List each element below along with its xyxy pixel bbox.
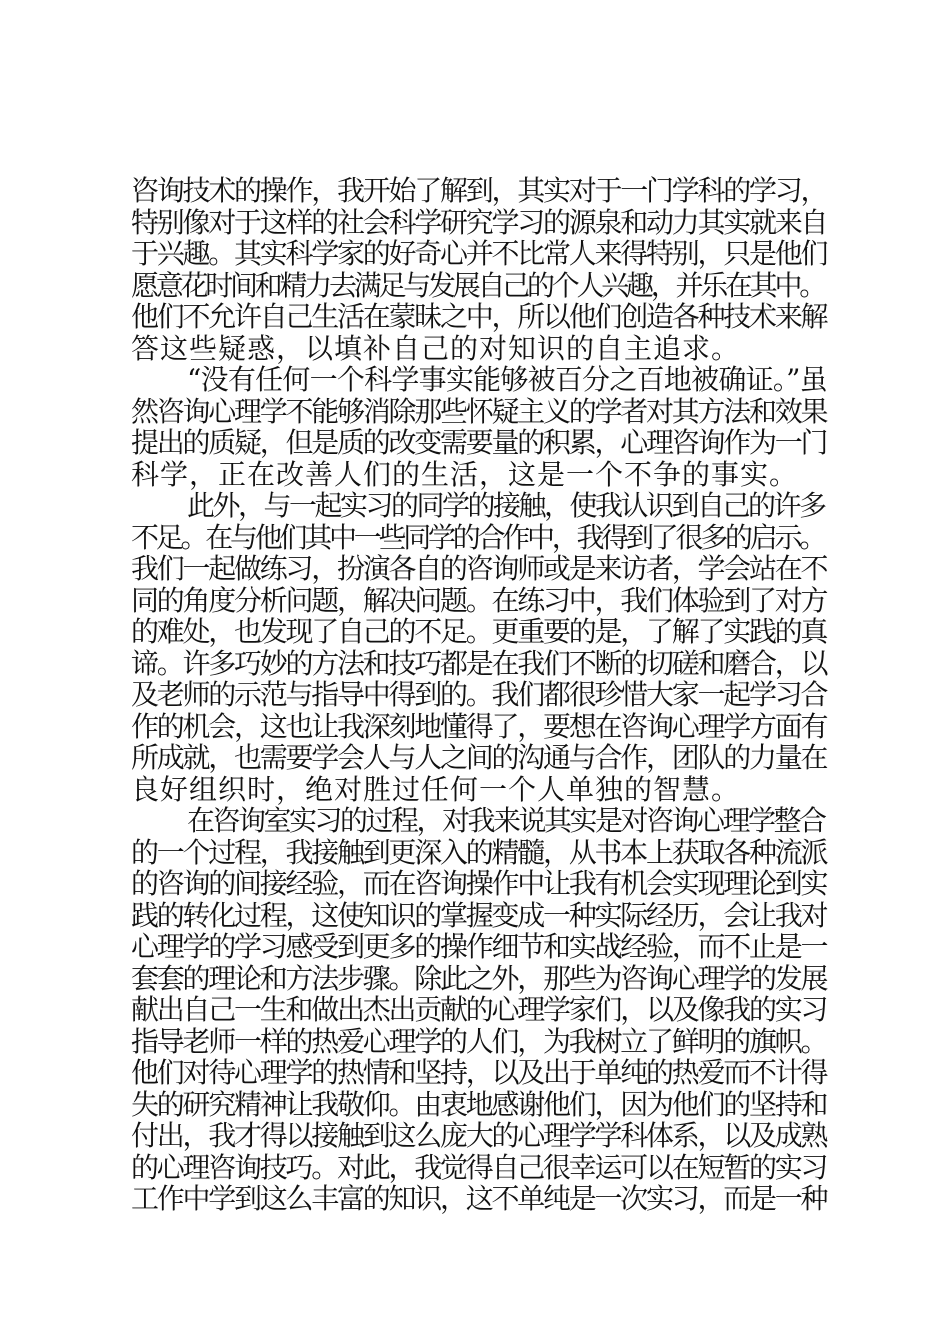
- text-line: 科学，正在改善人们的生活，这是一个不争的事实。: [131, 457, 799, 491]
- text-line: 工作中学到这么丰富的知识，这不单纯是一次实习，而是一种: [131, 1182, 827, 1215]
- text-line: 付出，我才得以接触到这么庞大的心理学学科体系，以及成熟: [131, 1119, 827, 1152]
- text-line: 不足。在与他们其中一些同学的合作中，我得到了很多的启示。: [131, 520, 825, 554]
- text-line: 良好组织时，绝对胜过任何一个人单独的智慧。: [131, 772, 741, 806]
- paragraph-first-line: 在咨询室实习的过程，对我来说其实是对咨询心理学整合: [187, 804, 825, 837]
- text-line: 失的研究精神让我敬仰。由衷地感谢他们，因为他们的坚持和: [131, 1087, 827, 1121]
- text-line: 心理学的学习感受到更多的操作细节和实战经验，而不止是一: [131, 930, 827, 963]
- text-line: 咨询技术的操作，我开始了解到，其实对于一门学科的学习，: [131, 174, 827, 207]
- text-line: 的一个过程，我接触到更深入的精髓，从书本上获取各种流派: [131, 835, 827, 869]
- text-line: 谛。许多巧妙的方法和技巧都是在我们不断的切磋和磨合，以: [131, 646, 827, 680]
- text-line: 所成就，也需要学会人与人之间的沟通与合作，团队的力量在: [131, 741, 827, 774]
- text-line: 套套的理论和方法步骤。除此之外，那些为咨询心理学的发展: [131, 961, 827, 995]
- text-line: 特别像对于这样的社会科学研究学习的源泉和动力其实就来自: [131, 205, 827, 239]
- paragraph-first-line: 此外，与一起实习的同学的接触，使我认识到自己的许多: [187, 489, 825, 522]
- document-body: [131, 175, 829, 1215]
- paragraph-first-line: “没有任何一个科学事实能够被百分之百地被确证。”虽: [187, 363, 827, 396]
- text-line: 的咨询的间接经验，而在咨询操作中让我有机会实现理论到实: [131, 867, 827, 900]
- text-line: 愿意花时间和精力去满足与发展自己的个人兴趣，并乐在其中。: [131, 268, 825, 302]
- text-line: 他们不允许自己生活在蒙昧之中，所以他们创造各种技术来解: [131, 300, 827, 333]
- text-line: 同的角度分析问题，解决问题。在练习中，我们体验到了对方: [131, 583, 827, 617]
- text-line: 及老师的示范与指导中得到的。我们都很珍惜大家一起学习合: [131, 678, 827, 711]
- text-line: 于兴趣。其实科学家的好奇心并不比常人来得特别，只是他们: [131, 237, 827, 270]
- text-line: 我们一起做练习，扮演各自的咨询师或是来访者，学会站在不: [131, 552, 827, 585]
- text-line: 指导老师一样的热爱心理学的人们，为我树立了鲜明的旗帜。: [131, 1024, 827, 1058]
- text-line: 然咨询心理学不能够消除那些怀疑主义的学者对其方法和效果: [131, 394, 827, 428]
- text-line: 答这些疑惑，以填补自己的对知识的自主追求。: [131, 331, 741, 365]
- text-line: 的难处，也发现了自己的不足。更重要的是，了解了实践的真: [131, 615, 827, 648]
- text-line: 作的机会，这也让我深刻地懂得了，要想在咨询心理学方面有: [131, 709, 827, 743]
- text-line: 献出自己一生和做出杰出贡献的心理学家们，以及像我的实习: [131, 993, 827, 1026]
- text-line: 践的转化过程，这使知识的掌握变成一种实际经历，会让我对: [131, 898, 827, 932]
- text-line: 的心理咨询技巧。对此，我觉得自己很幸运可以在短暂的实习: [131, 1150, 827, 1184]
- text-line: 提出的质疑，但是质的改变需要量的积累，心理咨询作为一门: [131, 426, 827, 459]
- text-line: 他们对待心理学的热情和坚持，以及出于单纯的热爱而不计得: [131, 1056, 827, 1089]
